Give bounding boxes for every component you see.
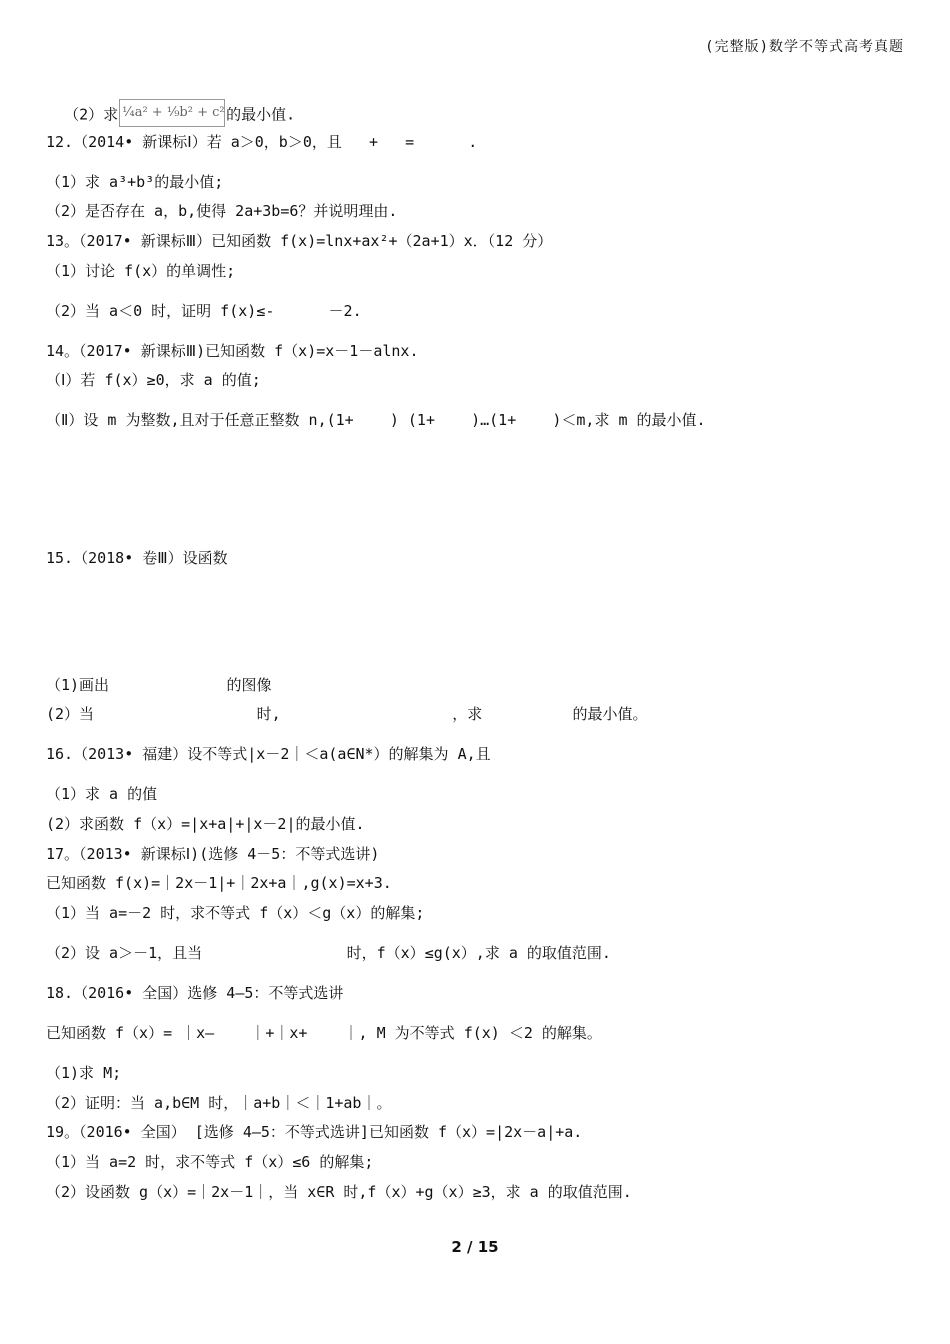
problem-line: （2）设函数 g（x）=｜2x－1｜，当 x∈R 时,f（x）+g（x）≥3，求 a 的取值范围. [46, 1183, 632, 1201]
problem-line: （1）讨论 f(x）的单调性; [46, 262, 236, 280]
problem-line: （2）证明：当 a,b∈M 时，｜a+b｜＜｜1+ab｜。 [46, 1094, 392, 1112]
problem-line: 14。（2017• 新课标Ⅲ)已知函数 f（x)=x－1－alnx. [46, 342, 419, 360]
problem-line: 13。（2017• 新课标Ⅲ）已知函数 f(x)=lnx+ax²+（2a+1）x．（12 分） [46, 232, 553, 250]
formula-image [119, 99, 225, 127]
problem-line: (2）求函数 f（x）=|x+a|+|x－2|的最小值. [46, 815, 365, 833]
problem-line: （1）求 a³+b³的最小值; [46, 173, 224, 191]
problem-line: （1）当 a=－2 时，求不等式 f（x）＜g（x）的解集; [46, 904, 425, 922]
problem-line [46, 81, 295, 129]
formula-text: ¹⁄₄a² + ¹⁄₉b² + c² [122, 105, 225, 120]
problem-line: （1)画出 的图像 [46, 676, 272, 694]
document-header: (完整版)数学不等式高考真题 [705, 39, 904, 55]
problem-text: （2）求 [64, 105, 119, 124]
problem-line: 17。（2013• 新课标Ⅰ)(选修 4－5：不等式选讲) [46, 845, 380, 863]
page-number: 2 / 15 [451, 1238, 499, 1256]
problem-line: 16.（2013• 福建）设不等式|x－2｜＜a(a∈N*）的解集为 A,且 [46, 745, 491, 763]
problem-line: (2）当 时, ，求 的最小值。 [46, 705, 648, 723]
problem-text: 的最小值. [226, 105, 296, 124]
problem-line: 15.（2018• 卷Ⅲ）设函数 [46, 549, 228, 567]
problem-line: （2）设 a＞－1，且当 时，f（x）≤g(x）,求 a 的取值范围. [46, 944, 611, 962]
problem-line: （1）当 a=2 时，求不等式 f（x）≤6 的解集; [46, 1153, 374, 1171]
problem-line: 已知函数 f(x)=｜2x－1|+｜2x+a｜,g(x)=x+3. [46, 874, 392, 892]
problem-line: 已知函数 f（x）= ｜x— ｜+｜x+ ｜, M 为不等式 f(x) ＜2 的解集。 [46, 1024, 602, 1042]
problem-line: 12.（2014• 新课标Ⅰ）若 a＞0，b＞0，且 + = . [46, 133, 478, 151]
problem-line: （2）是否存在 a，b,使得 2a+3b=6？并说明理由. [46, 202, 398, 220]
problem-line: （1）求 a 的值 [46, 785, 158, 803]
problem-line: （Ⅰ）若 f(x）≥0，求 a 的值; [46, 371, 261, 389]
problem-line: （1)求 M; [46, 1064, 122, 1082]
problem-line: 19。（2016• 全国） [选修 4—5：不等式选讲]已知函数 f（x）=|2x－a|+a. [46, 1123, 583, 1141]
problem-line: （Ⅱ）设 m 为整数,且对于任意正整数 n,(1+ ) (1+ )…(1+ )＜m,求 m 的最小值. [46, 411, 706, 429]
problem-line: （2）当 a＜0 时，证明 f(x)≤- －2. [46, 302, 362, 320]
problem-line: 18.（2016• 全国）选修 4—5：不等式选讲 [46, 984, 344, 1002]
